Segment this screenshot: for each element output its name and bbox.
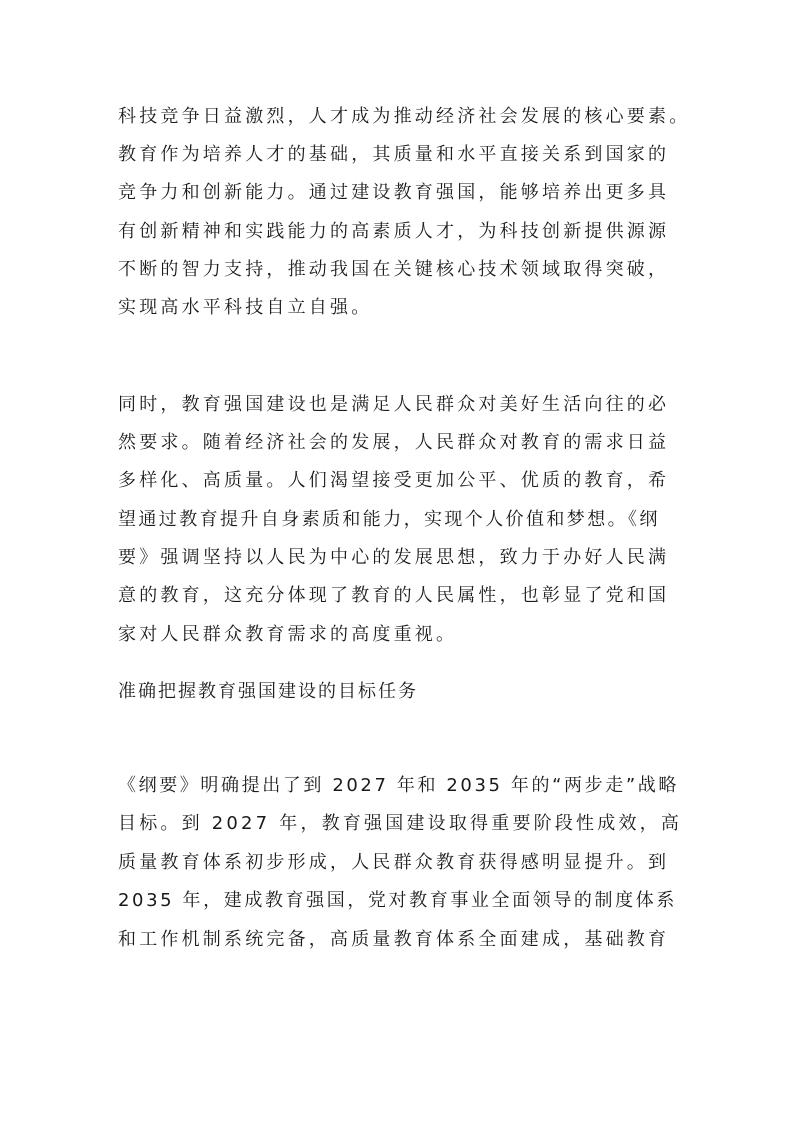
text-line: 多样化、高质量。人们渴望接受更加公平、优质的教育，希 [118, 470, 670, 491]
text-line: 然要求。随着经济社会的发展，人民群众对教育的需求日益 [118, 432, 670, 453]
text-line: 要》强调坚持以人民为中心的发展思想，致力于办好人民满 [118, 547, 670, 568]
text-line: 《纲要》明确提出了到 2027 年和 2035 年的“两步走”战略 [118, 775, 679, 796]
text-line: 质量教育体系初步形成，人民群众教育获得感明显提升。到 [118, 852, 670, 873]
text-line: 望通过教育提升自身素质和能力，实现个人价值和梦想。《纲 [118, 509, 660, 530]
text-line: 家对人民群众教育需求的高度重视。 [118, 624, 458, 645]
text-line: 不断的智力支持，推动我国在关键核心技术领域取得突破， [118, 259, 670, 280]
text-line: 实现高水平科技自立自强。 [118, 297, 373, 318]
text-line: 竞争力和创新能力。通过建设教育强国，能够培养出更多具 [118, 182, 670, 203]
text-line: 目标。到 2027 年，教育强国建设取得重要阶段性成效，高 [118, 813, 683, 834]
text-line: 2035 年，建成教育强国，党对教育事业全面领导的制度体系 [118, 890, 677, 911]
text-line: 意的教育，这充分体现了教育的人民属性，也彰显了党和国 [118, 585, 670, 606]
text-line: 有创新精神和实践能力的高素质人才，为科技创新提供源源 [118, 221, 670, 242]
text-line: 同时，教育强国建设也是满足人民群众对美好生活向往的必 [118, 394, 670, 415]
text-line: 科技竞争日益激烈，人才成为推动经济社会发展的核心要素。 [118, 106, 691, 127]
text-line: 和工作机制系统完备，高质量教育体系全面建成，基础教育 [118, 929, 670, 950]
text-line: 教育作为培养人才的基础，其质量和水平直接关系到国家的 [118, 144, 670, 165]
section-heading: 准确把握教育强国建设的目标任务 [118, 681, 418, 702]
